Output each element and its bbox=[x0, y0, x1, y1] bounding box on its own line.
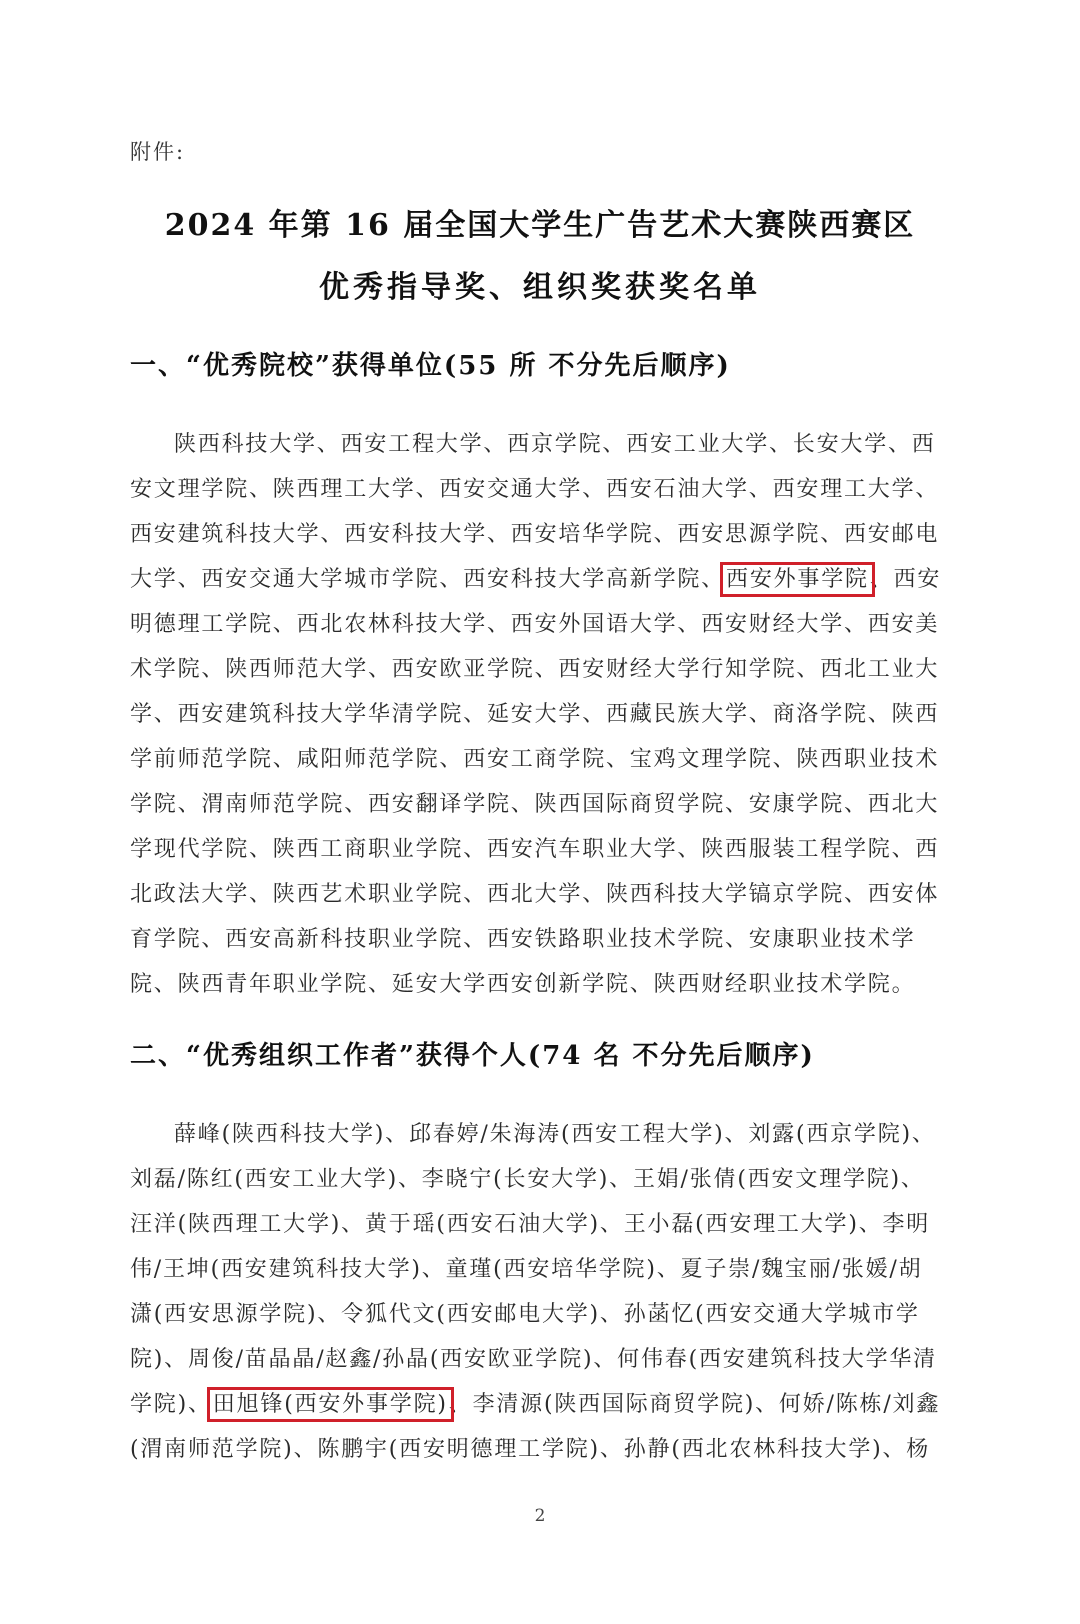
line-text: 薛峰(陕西科技大学)、邱春婷/朱海涛(西安工程大学)、刘露(西京学院)、 bbox=[174, 1122, 936, 1147]
line-text: 学院)、 bbox=[130, 1392, 212, 1417]
paragraph-line bbox=[130, 647, 940, 692]
line-text: 大学、西安交通大学城市学院、西安科技大学高新学院、 bbox=[130, 567, 726, 592]
paragraph-line bbox=[130, 1382, 941, 1427]
paragraph-line bbox=[130, 557, 942, 602]
line-text: 术学院、陕西师范大学、西安欧亚学院、西安财经大学行知学院、西北工业大 bbox=[130, 657, 940, 682]
line-text: 陕西科技大学、西安工程大学、西京学院、西安工业大学、长安大学、西 bbox=[174, 432, 936, 457]
paragraph-line bbox=[130, 1427, 930, 1472]
paragraph-line bbox=[130, 1337, 937, 1382]
highlighted-person-name: 田旭锋(西安外事学院) bbox=[212, 1392, 448, 1417]
line-text: 汪洋(陕西理工大学)、黄于瑶(西安石油大学)、王小磊(西安理工大学)、李明 bbox=[130, 1212, 931, 1237]
highlighted-school-name: 西安外事学院 bbox=[726, 567, 869, 592]
line-text: 西安建筑科技大学、西安科技大学、西安培华学院、西安思源学院、西安邮电 bbox=[130, 522, 940, 547]
line-text: (渭南师范学院)、陈鹏宇(西安明德理工学院)、孙静(西北农林科技大学)、杨 bbox=[130, 1437, 931, 1462]
document-title-line-2: 优秀指导奖、组织奖获奖名单 bbox=[319, 270, 761, 305]
paragraph-line bbox=[130, 467, 940, 512]
attachment-label: 附件: bbox=[130, 140, 186, 164]
line-text: 潇(西安思源学院)、令狐代文(西安邮电大学)、孙菡忆(西安交通大学城市学 bbox=[130, 1302, 920, 1327]
line-text: 、西安 bbox=[869, 567, 942, 592]
line-text: 育学院、西安高新科技职业学院、西安铁路职业技术学院、安康职业技术学 bbox=[130, 927, 916, 952]
line-text: 学前师范学院、咸阳师范学院、西安工商学院、宝鸡文理学院、陕西职业技术 bbox=[130, 747, 940, 772]
line-text: 院、陕西青年职业学院、延安大学西安创新学院、陕西财经职业技术学院。 bbox=[130, 972, 916, 997]
paragraph-line bbox=[130, 917, 930, 962]
paragraph-line bbox=[130, 827, 940, 872]
line-text: 学院、渭南师范学院、西安翻译学院、陕西国际商贸学院、安康学院、西北大 bbox=[130, 792, 940, 817]
line-text: 、李清源(陕西国际商贸学院)、何娇/陈栋/刘鑫 bbox=[448, 1392, 941, 1417]
document-title-line-1: 2024 年第 16 届全国大学生广告艺术大赛陕西赛区 bbox=[164, 208, 916, 243]
line-text: 安文理学院、陕西理工大学、西安交通大学、西安石油大学、西安理工大学、 bbox=[130, 477, 940, 502]
line-text: 学、西安建筑科技大学华清学院、延安大学、西藏民族大学、商洛学院、陕西 bbox=[130, 702, 940, 727]
paragraph-line bbox=[130, 512, 940, 557]
page-number: 2 bbox=[534, 1506, 546, 1526]
paragraph-line bbox=[130, 737, 940, 782]
paragraph-line bbox=[130, 692, 940, 737]
paragraph-line bbox=[130, 1112, 936, 1157]
paragraph-line bbox=[130, 422, 936, 467]
paragraph-line bbox=[130, 872, 940, 917]
line-text: 明德理工学院、西北农林科技大学、西安外国语大学、西安财经大学、西安美 bbox=[130, 612, 940, 637]
section-body-excellent-organizers bbox=[130, 1112, 941, 1472]
section-body-excellent-schools bbox=[130, 422, 942, 1007]
section-heading-excellent-schools: 一、“优秀院校”获得单位(55 所 不分先后顺序) bbox=[130, 351, 731, 381]
paragraph-line bbox=[130, 602, 940, 647]
line-text: 伟/王坤(西安建筑科技大学)、童瑾(西安培华学院)、夏子崇/魏宝丽/张媛/胡 bbox=[130, 1257, 923, 1282]
paragraph-line bbox=[130, 1157, 930, 1202]
paragraph-line bbox=[130, 1202, 930, 1247]
paragraph-line bbox=[130, 962, 930, 1007]
line-text: 北政法大学、陕西艺术职业学院、西北大学、陕西科技大学镐京学院、西安体 bbox=[130, 882, 940, 907]
paragraph-line bbox=[130, 1247, 930, 1292]
section-heading-excellent-organizers: 二、“优秀组织工作者”获得个人(74 名 不分先后顺序) bbox=[130, 1041, 815, 1071]
line-text: 院)、周俊/苗晶晶/赵鑫/孙晶(西安欧亚学院)、何伟春(西安建筑科技大学华清 bbox=[130, 1347, 937, 1372]
paragraph-line bbox=[130, 782, 940, 827]
paragraph-line bbox=[130, 1292, 930, 1337]
line-text: 刘磊/陈红(西安工业大学)、李晓宁(长安大学)、王娟/张倩(西安文理学院)、 bbox=[130, 1167, 925, 1192]
line-text: 学现代学院、陕西工商职业学院、西安汽车职业大学、陕西服装工程学院、西 bbox=[130, 837, 940, 862]
